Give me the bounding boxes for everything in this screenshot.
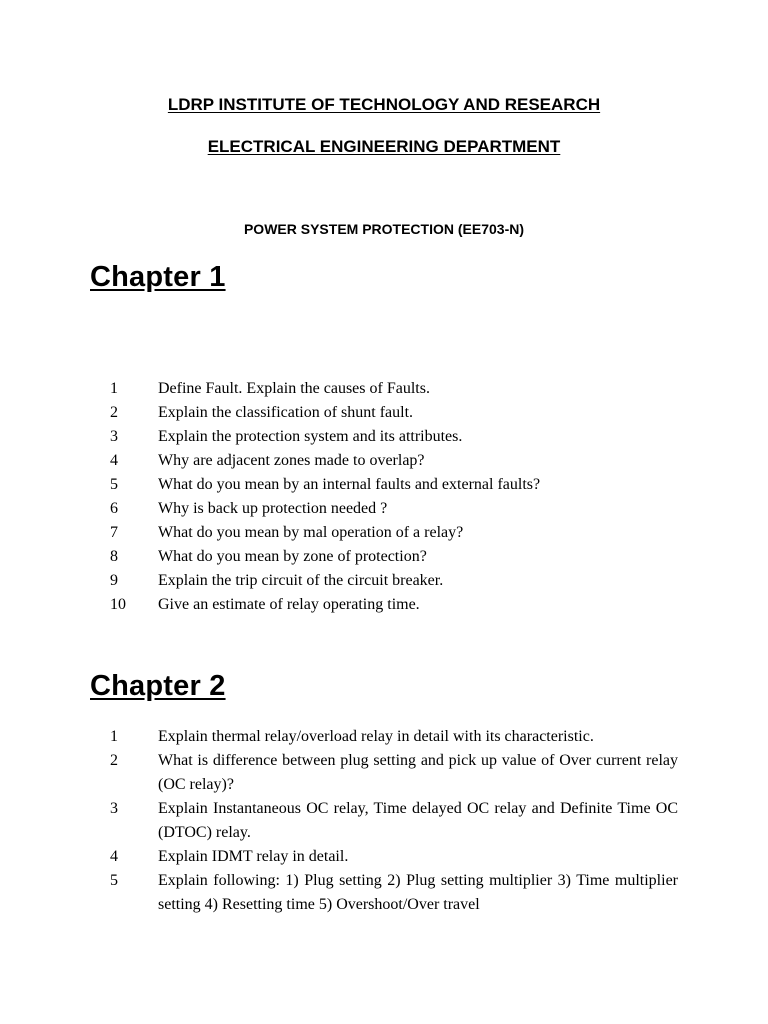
question-item bbox=[108, 749, 678, 797]
question-number: 5 bbox=[110, 872, 118, 889]
question-item bbox=[108, 545, 678, 569]
question-text: Why are adjacent zones made to overlap? bbox=[158, 452, 425, 469]
question-number: 3 bbox=[110, 428, 118, 445]
question-text: Explain IDMT relay in detail. bbox=[158, 848, 349, 865]
question-number: 9 bbox=[110, 572, 118, 589]
question-text: Explain following: 1) Plug setting 2) Plug setting multiplier 3) Time multiplier setting 4) Resetting time 5) Overshoot/Over travel bbox=[158, 872, 678, 913]
question-item bbox=[108, 797, 678, 845]
question-text: Explain the protection system and its attributes. bbox=[158, 428, 463, 445]
question-text: Define Fault. Explain the causes of Faults. bbox=[158, 380, 430, 397]
question-item bbox=[108, 473, 678, 497]
question-item bbox=[108, 725, 678, 749]
question-text: What do you mean by zone of protection? bbox=[158, 548, 427, 565]
chapter-2-question-list bbox=[108, 725, 678, 917]
question-number: 3 bbox=[110, 800, 118, 817]
question-text: What do you mean by mal operation of a relay? bbox=[158, 524, 464, 541]
question-text: Explain Instantaneous OC relay, Time delayed OC relay and Definite Time OC (DTOC) relay. bbox=[158, 800, 678, 841]
question-number: 4 bbox=[110, 848, 118, 865]
chapter-1-question-list bbox=[108, 377, 678, 617]
department-heading: ELECTRICAL ENGINEERING DEPARTMENT bbox=[207, 137, 561, 156]
question-item bbox=[108, 593, 678, 617]
question-number: 1 bbox=[110, 728, 118, 745]
question-number: 2 bbox=[110, 752, 118, 769]
question-item bbox=[108, 497, 678, 521]
question-text: Give an estimate of relay operating time. bbox=[158, 596, 420, 613]
question-number: 4 bbox=[110, 452, 118, 469]
question-number: 2 bbox=[110, 404, 118, 421]
question-text: What do you mean by an internal faults and external faults? bbox=[158, 476, 541, 493]
question-text: Explain the trip circuit of the circuit breaker. bbox=[158, 572, 444, 589]
question-item bbox=[108, 425, 678, 449]
question-item bbox=[108, 449, 678, 473]
question-text: Why is back up protection needed ? bbox=[158, 500, 388, 517]
question-item bbox=[108, 377, 678, 401]
institute-heading: LDRP INSTITUTE OF TECHNOLOGY AND RESEARCH bbox=[167, 95, 601, 114]
question-text: Explain thermal relay/overload relay in detail with its characteristic. bbox=[158, 728, 594, 745]
question-number: 6 bbox=[110, 500, 118, 517]
question-text: Explain the classification of shunt fault. bbox=[158, 404, 414, 421]
question-item bbox=[108, 869, 678, 917]
question-number: 7 bbox=[110, 524, 118, 541]
question-item bbox=[108, 401, 678, 425]
question-number: 5 bbox=[110, 476, 118, 493]
question-number: 1 bbox=[110, 380, 118, 397]
question-number: 10 bbox=[110, 596, 126, 613]
question-text: What is difference between plug setting and pick up value of Over current relay (OC relay)? bbox=[158, 752, 678, 793]
question-item bbox=[108, 569, 678, 593]
question-item bbox=[108, 521, 678, 545]
question-number: 8 bbox=[110, 548, 118, 565]
chapter-1-title: Chapter 1 bbox=[90, 261, 226, 293]
question-item bbox=[108, 845, 678, 869]
subject-heading: POWER SYSTEM PROTECTION (EE703-N) bbox=[243, 221, 525, 237]
chapter-2-title: Chapter 2 bbox=[90, 670, 226, 702]
